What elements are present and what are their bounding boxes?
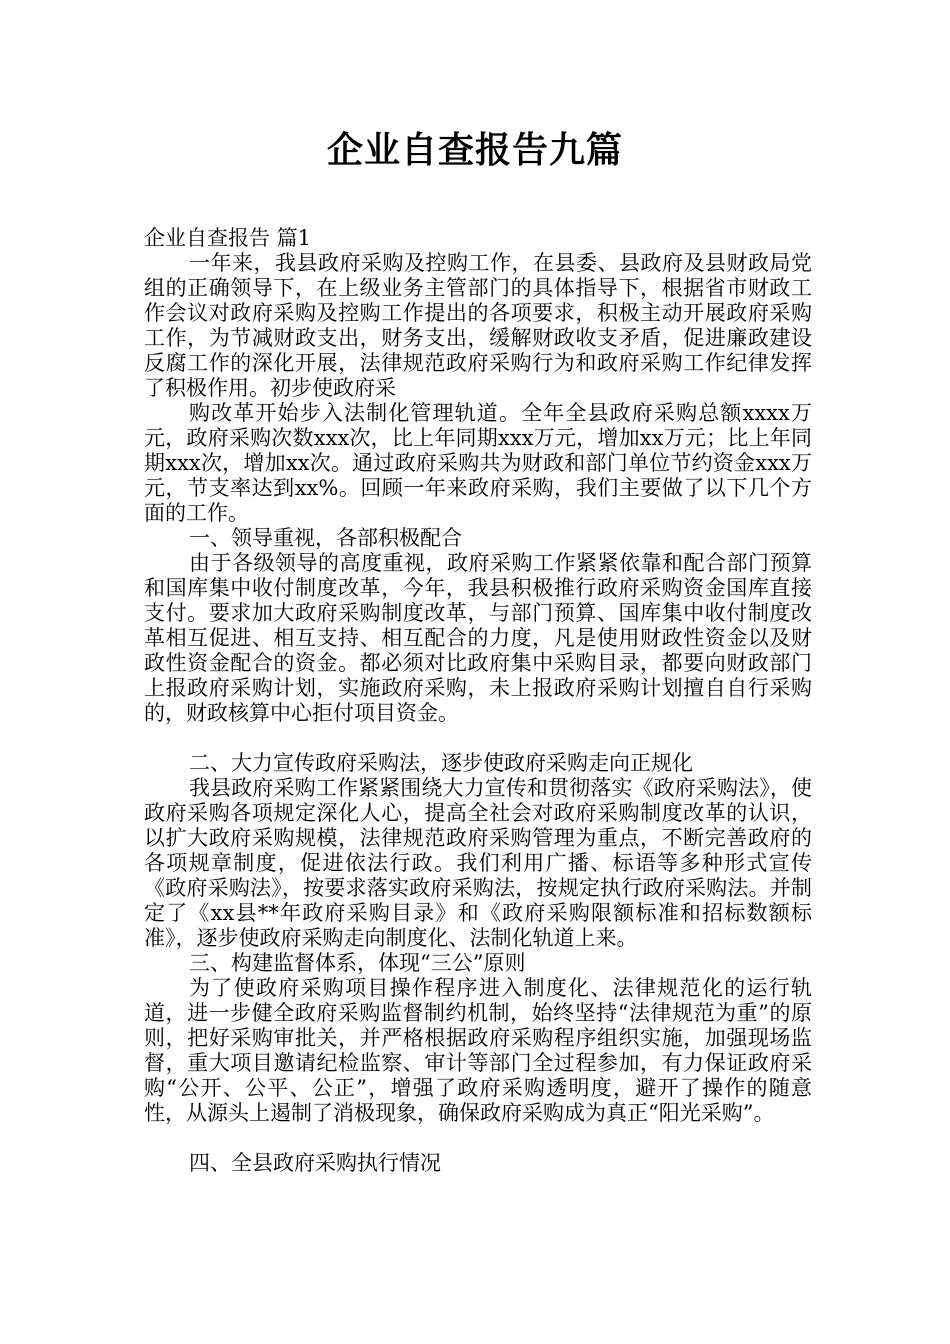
document-body: [144, 226, 812, 1176]
subheading-3: 三、构建监督体系，体现“三公”原则: [189, 951, 526, 975]
subheading-2: 二、大力宣传政府采购法，逐步使政府采购走向正规化: [189, 751, 693, 775]
paragraph-2: 我县政府采购工作紧紧围绕大力宣传和贯彻落实《政府采购法》，使政府采购各项规定深化人心，提高全社会对政府采购制度改革的认识，以扩大政府采购规模，法律规范政府采购管理为重点，不断完善政府的各项规章制度，促进依法行政。我们利用广播、标语等多种形式宣传《政府采购法》，按要求落实政府采购法，按规定执行政府采购法。并制定了《xx县**年政府采购目录》和《政府采购限额标准和招标数额标准》，逐步使政府采购走向制度化、法制化轨道上来。: [144, 776, 812, 950]
paragraph-3: 为了使政府采购项目操作程序进入制度化、法律规范化的运行轨道，进一步健全政府采购监督制约机制，始终坚持“法律规范为重”的原则，把好采购审批关，并严格根据政府采购程序组织实施，加强现场监督，重大项目邀请纪检监察、审计等部门全过程参加，有力保证政府采购“公开、公平、公正”，增强了政府采购透明度，避开了操作的随意性，从源头上遏制了消极现象，确保政府采购成为真正“阳光采购”。: [144, 976, 812, 1125]
document-title: 企业自查报告九篇: [326, 130, 623, 171]
blank-line: [144, 1126, 812, 1151]
subheading-1: 一、领导重视，各部积极配合: [189, 526, 462, 550]
paragraph-summary: 购改革开始步入法制化管理轨道。全年全县政府采购总额xxxx万元，政府采购次数xxx次，比上年同期xxx万元，增加xx万元；比上年同期xxx次，增加xx次。通过政府采购共为财政和部门单位节约资金xxx万元，节支率达到xx%。回顾一年来政府采购，我们主要做了以下几个方面的工作。: [144, 401, 812, 525]
paragraph-intro: 一年来，我县政府采购及控购工作，在县委、县政府及县财政局党组的正确领导下，在上级业务主管部门的具体指导下，根据省市财政工作会议对政府采购及控购工作提出的各项要求，积极主动开展政府采购工作，为节减财政支出，财务支出，缓解财政收支矛盾，促进廉政建设反腐工作的深化开展，法律规范政府采购行为和政府采购工作纪律发挥了积极作用。初步使政府采: [144, 251, 812, 400]
blank-line: [144, 726, 812, 751]
subheading-4: 四、全县政府采购执行情况: [189, 1151, 441, 1175]
paragraph-1: 由于各级领导的高度重视，政府采购工作紧紧依靠和配合部门预算和国库集中收付制度改革，今年，我县积极推行政府采购资金国库直接支付。要求加大政府采购制度改革，与部门预算、国库集中收付制度改革相互促进、相互支持、相互配合的力度，凡是使用财政性资金以及财政性资金配合的资金。都必须对比政府集中采购目录，都要向财政部门上报政府采购计划，实施政府采购，未上报政府采购计划擅自自行采购的，财政核算中心拒付项目资金。: [144, 551, 812, 725]
section-heading: 企业自查报告 篇1: [144, 226, 312, 250]
